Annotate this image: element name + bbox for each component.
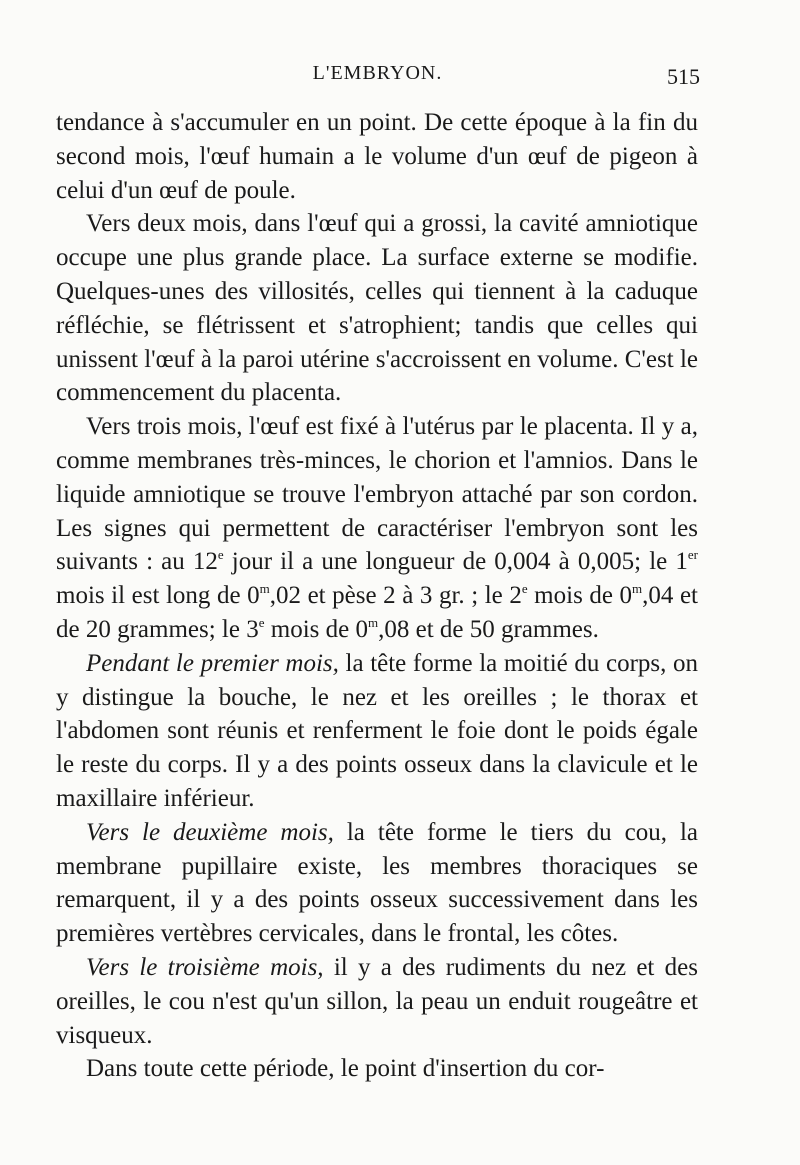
text-segment: ,04 et de 20 grammes; le 3 [56, 582, 698, 643]
italic-lead: Pendant le premier mois, [86, 649, 339, 677]
superscript: er [687, 547, 698, 563]
paragraph-first-month [56, 647, 698, 816]
text-segment: jour il a une longueur de 0,004 à 0,005; le 1 [223, 548, 688, 576]
text-segment: mois de 0 [264, 615, 368, 643]
text-segment: la tête forme le tiers du cou, la membrane pupillaire existe, les membres thoraciques se remarquent, il y a des points osseux successivement dans les premières vertèbres cervicales, dans le frontal, les côtes. [56, 818, 698, 948]
superscript: m [367, 614, 379, 630]
text-segment: mois de 0 [527, 582, 633, 610]
paragraph-three-months [56, 410, 698, 647]
superscript: m [259, 581, 270, 597]
superscript: e [258, 614, 265, 630]
page-number: 515 [667, 64, 700, 89]
page-header [55, 62, 700, 92]
superscript: e [217, 547, 224, 563]
text-segment: ,02 et pèse 2 à 3 gr. ; le 2 [269, 582, 522, 610]
body-text [56, 106, 698, 1086]
text-segment: mois il est long de 0 [56, 582, 260, 610]
superscript: m [632, 581, 643, 597]
text-segment: il y a des rudiments du nez et des oreilles, le cou n'est qu'un sillon, la peau un enduit rougeâtre et visqueux. [56, 953, 698, 1049]
text-segment: Vers trois mois, l'œuf est fixé à l'utérus par le placenta. Il y a, comme membranes très-minces, le chorion et l'amnios. Dans le liquide amniotique se trouve l'embryon attaché par son cordon. Les signes qui permettent de caractériser l'embryon sont les suivants : au 12 [56, 413, 698, 576]
text-segment: ,08 et de 50 grammes. [378, 615, 599, 643]
paragraph-second-month [56, 816, 698, 951]
text-segment: la tête forme la moitié du corps, on y distingue la bouche, le nez et les oreilles ; le thorax et l'abdomen sont réunis et renferment le foie dont le poids égale le reste du corps. Il y a des points osseux dans la clavicule et le maxillaire inférieur. [56, 649, 699, 812]
superscript: e [521, 581, 528, 597]
italic-lead: Vers le deuxième mois, [86, 818, 334, 846]
paragraph-period: Dans toute cette période, le point d'insertion du cor- [86, 1055, 605, 1083]
italic-lead: Vers le troisième mois, [86, 953, 324, 981]
paragraph-continuation: tendance à s'accumuler en un point. De cette époque à la fin du second mois, l'œuf humain a le volume d'un œuf de pigeon à celui d'un œuf de poule. [56, 109, 698, 204]
running-head: L'EMBRYON. [312, 62, 443, 84]
paragraph-two-months: Vers deux mois, dans l'œuf qui a grossi, la cavité amniotique occupe une plus grande place. La surface externe se modifie. Quelques-unes des villosités, celles qui tiennent à la caduque réfléchie, se flétrissent et s'atrophient; tandis que celles qui unissent l'œuf à la paroi utérine s'accroissent en volume. C'est le commencement du placenta. [56, 210, 698, 407]
paragraph-third-month [56, 951, 698, 1052]
